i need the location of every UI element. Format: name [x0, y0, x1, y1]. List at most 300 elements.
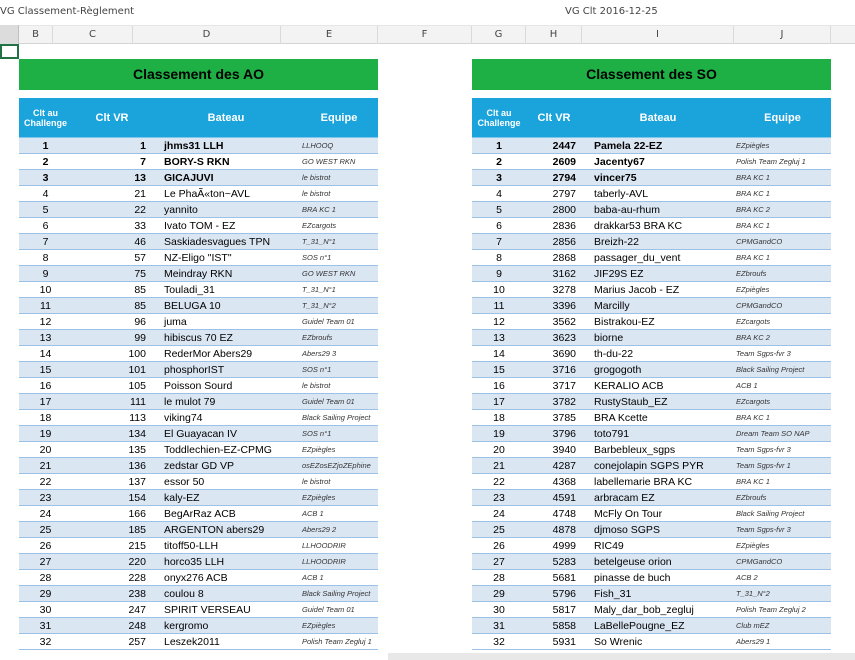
- rank-cell[interactable]: 29: [493, 587, 505, 600]
- table-row[interactable]: [472, 362, 831, 378]
- table-row[interactable]: [19, 394, 378, 410]
- vr-cell[interactable]: 2797: [552, 187, 576, 200]
- vr-cell[interactable]: 5817: [552, 603, 576, 616]
- table-row[interactable]: [19, 330, 378, 346]
- table-row[interactable]: [19, 170, 378, 186]
- rank-cell[interactable]: 6: [496, 219, 502, 232]
- vr-cell[interactable]: 2609: [552, 155, 576, 168]
- boat-cell[interactable]: KERALIO ACB: [594, 379, 664, 392]
- rank-cell[interactable]: 28: [39, 571, 52, 584]
- team-cell[interactable]: EZbroufs: [736, 493, 767, 502]
- team-cell[interactable]: BRA KC 1: [736, 413, 770, 422]
- table-row[interactable]: [19, 554, 378, 570]
- column-header-i[interactable]: I: [582, 26, 734, 44]
- boat-cell[interactable]: grogogoth: [594, 363, 642, 376]
- rank-cell[interactable]: 18: [493, 411, 505, 424]
- vr-cell[interactable]: 2836: [552, 219, 576, 232]
- table-row[interactable]: [472, 202, 831, 218]
- boat-cell[interactable]: titoff50-LLH: [164, 539, 219, 552]
- rank-cell[interactable]: 3: [42, 171, 49, 184]
- rank-cell[interactable]: 32: [39, 635, 52, 648]
- boat-cell[interactable]: Leszek2011: [164, 635, 220, 648]
- rank-cell[interactable]: 11: [493, 299, 505, 312]
- vr-cell[interactable]: 257: [128, 635, 146, 648]
- table-row[interactable]: [19, 474, 378, 490]
- rank-cell[interactable]: 1: [42, 139, 49, 152]
- boat-cell[interactable]: toto791: [594, 427, 630, 440]
- vr-cell[interactable]: 5681: [552, 571, 576, 584]
- team-cell[interactable]: Black Sailing Project: [302, 589, 371, 598]
- team-cell[interactable]: Abers29 1: [736, 637, 771, 646]
- rank-cell[interactable]: 3: [496, 171, 502, 184]
- select-all-corner[interactable]: [0, 25, 19, 44]
- vr-cell[interactable]: 3782: [552, 395, 576, 408]
- vr-cell[interactable]: 3162: [552, 267, 576, 280]
- boat-cell[interactable]: onyx276 ACB: [164, 571, 228, 584]
- team-cell[interactable]: Black Sailing Project: [736, 509, 805, 518]
- rank-cell[interactable]: 22: [39, 475, 52, 488]
- rank-cell[interactable]: 8: [496, 251, 502, 264]
- rank-cell[interactable]: 13: [493, 331, 505, 344]
- boat-cell[interactable]: hibiscus 70 EZ: [164, 331, 233, 344]
- team-cell[interactable]: le bistrot: [302, 173, 331, 182]
- vr-cell[interactable]: 3785: [552, 411, 576, 424]
- rank-cell[interactable]: 29: [39, 587, 52, 600]
- rank-cell[interactable]: 28: [493, 571, 505, 584]
- team-cell[interactable]: BRA KC 1: [736, 221, 770, 230]
- boat-cell[interactable]: NZ-Eligo "IST": [164, 251, 232, 264]
- team-cell[interactable]: Polish Team Zegluj 2: [736, 605, 806, 614]
- vr-cell[interactable]: 33: [134, 219, 146, 232]
- vr-cell[interactable]: 166: [128, 507, 146, 520]
- rank-cell[interactable]: 1: [496, 139, 502, 152]
- rank-cell[interactable]: 15: [39, 363, 52, 376]
- table-row[interactable]: [19, 218, 378, 234]
- rank-cell[interactable]: 23: [493, 491, 505, 504]
- team-cell[interactable]: BRA KC 2: [736, 333, 770, 342]
- vr-cell[interactable]: 96: [134, 315, 146, 328]
- team-cell[interactable]: T_31_N°1: [302, 237, 336, 246]
- rank-cell[interactable]: 25: [39, 523, 52, 536]
- table-row[interactable]: [19, 602, 378, 618]
- team-cell[interactable]: BRA KC 1: [736, 189, 770, 198]
- table-row[interactable]: [472, 186, 831, 202]
- table-row[interactable]: [19, 266, 378, 282]
- team-cell[interactable]: BRA KC 1: [736, 173, 770, 182]
- team-cell[interactable]: Guidel Team 01: [302, 397, 355, 406]
- team-cell[interactable]: CPMGandCO: [736, 557, 783, 566]
- table-row[interactable]: [472, 506, 831, 522]
- team-cell[interactable]: EZbroufs: [736, 269, 767, 278]
- table-row[interactable]: [19, 586, 378, 602]
- vr-cell[interactable]: 4748: [552, 507, 576, 520]
- boat-cell[interactable]: th-du-22: [594, 347, 634, 360]
- rank-cell[interactable]: 16: [493, 379, 505, 392]
- boat-cell[interactable]: kergromo: [164, 619, 209, 632]
- rank-cell[interactable]: 7: [496, 235, 502, 248]
- column-header-f[interactable]: F: [378, 26, 472, 44]
- vr-cell[interactable]: 3940: [552, 443, 576, 456]
- team-cell[interactable]: Team Sgps-fvr 3: [736, 525, 791, 534]
- boat-cell[interactable]: Poisson Sourd: [164, 379, 233, 392]
- boat-cell[interactable]: Pamela 22-EZ: [594, 139, 663, 152]
- team-cell[interactable]: Team Sgps-fvr 3: [736, 349, 791, 358]
- team-cell[interactable]: BRA KC 1: [302, 205, 336, 214]
- team-cell[interactable]: CPMGandCO: [736, 301, 783, 310]
- rank-cell[interactable]: 17: [493, 395, 505, 408]
- table-row[interactable]: [472, 602, 831, 618]
- rank-cell[interactable]: 5: [496, 203, 502, 216]
- vr-cell[interactable]: 3796: [552, 427, 576, 440]
- team-cell[interactable]: Team Sgps-fvr 1: [736, 461, 791, 470]
- boat-cell[interactable]: Toddlechien-EZ-CPMG: [164, 443, 272, 456]
- boat-cell[interactable]: So Wrenic: [594, 635, 643, 648]
- boat-cell[interactable]: kaly-EZ: [164, 491, 200, 504]
- team-cell[interactable]: SOS n°1: [302, 253, 332, 262]
- table-row[interactable]: [472, 538, 831, 554]
- vr-cell[interactable]: 2794: [552, 171, 576, 184]
- table-row[interactable]: [472, 138, 831, 154]
- rank-cell[interactable]: 31: [493, 619, 505, 632]
- table-row[interactable]: [472, 618, 831, 634]
- boat-cell[interactable]: conejolapin SGPS PYR: [594, 459, 704, 472]
- active-cell[interactable]: [0, 44, 19, 59]
- vr-cell[interactable]: 4999: [552, 539, 576, 552]
- team-cell[interactable]: Abers29 2: [302, 525, 337, 534]
- vr-cell[interactable]: 22: [134, 203, 146, 216]
- boat-cell[interactable]: djmoso SGPS: [594, 523, 660, 536]
- team-cell[interactable]: SOS n°1: [302, 365, 332, 374]
- vr-cell[interactable]: 2447: [552, 139, 576, 152]
- vr-cell[interactable]: 2868: [552, 251, 576, 264]
- table-row[interactable]: [19, 426, 378, 442]
- column-header-b[interactable]: B: [19, 26, 53, 44]
- vr-cell[interactable]: 3562: [552, 315, 576, 328]
- team-cell[interactable]: le bistrot: [302, 477, 331, 486]
- boat-cell[interactable]: Jacenty67: [594, 155, 645, 168]
- rank-cell[interactable]: 17: [39, 395, 52, 408]
- team-cell[interactable]: GO WEST RKN: [302, 269, 356, 278]
- table-row[interactable]: [19, 458, 378, 474]
- boat-cell[interactable]: horco35 LLH: [164, 555, 225, 568]
- rank-cell[interactable]: 27: [39, 555, 52, 568]
- table-row[interactable]: [472, 298, 831, 314]
- team-cell[interactable]: BRA KC 2: [736, 205, 770, 214]
- boat-cell[interactable]: juma: [164, 315, 187, 328]
- rank-cell[interactable]: 12: [39, 315, 52, 328]
- table-row[interactable]: [472, 554, 831, 570]
- boat-cell[interactable]: GICAJUVI: [164, 171, 214, 184]
- column-header-d[interactable]: D: [133, 26, 281, 44]
- team-cell[interactable]: LLHOOQ: [302, 141, 334, 150]
- team-cell[interactable]: Abers29 3: [302, 349, 337, 358]
- boat-cell[interactable]: Bistrakou-EZ: [594, 315, 655, 328]
- boat-cell[interactable]: BELUGA 10: [164, 299, 221, 312]
- table-row[interactable]: [472, 426, 831, 442]
- vr-cell[interactable]: 105: [128, 379, 146, 392]
- boat-cell[interactable]: McFly On Tour: [594, 507, 663, 520]
- boat-cell[interactable]: BORY-S RKN: [164, 155, 230, 168]
- boat-cell[interactable]: vincer75: [594, 171, 637, 184]
- boat-cell[interactable]: zedstar GD VP: [164, 459, 235, 472]
- table-row[interactable]: [19, 410, 378, 426]
- vr-cell[interactable]: 5796: [552, 587, 576, 600]
- boat-cell[interactable]: Ivato TOM - EZ: [164, 219, 236, 232]
- table-row[interactable]: [472, 634, 831, 650]
- rank-cell[interactable]: 6: [42, 219, 49, 232]
- table-row[interactable]: [472, 282, 831, 298]
- table-row[interactable]: [19, 522, 378, 538]
- boat-cell[interactable]: Le PhaÃ«ton~AVL: [164, 187, 250, 200]
- boat-cell[interactable]: le mulot 79: [164, 395, 216, 408]
- vr-cell[interactable]: 220: [128, 555, 146, 568]
- vr-cell[interactable]: 75: [134, 267, 146, 280]
- team-cell[interactable]: EZcargots: [736, 317, 771, 326]
- vr-cell[interactable]: 4591: [552, 491, 576, 504]
- boat-cell[interactable]: essor 50: [164, 475, 205, 488]
- rank-cell[interactable]: 31: [39, 619, 52, 632]
- boat-cell[interactable]: Marcilly: [594, 299, 630, 312]
- table-row[interactable]: [472, 330, 831, 346]
- table-row[interactable]: [472, 218, 831, 234]
- table-row[interactable]: [472, 474, 831, 490]
- team-cell[interactable]: EZpiègles: [736, 141, 770, 150]
- vr-cell[interactable]: 57: [134, 251, 146, 264]
- vr-cell[interactable]: 228: [128, 571, 146, 584]
- boat-cell[interactable]: Saskiadesvagues TPN: [164, 235, 271, 248]
- rank-cell[interactable]: 9: [42, 267, 49, 280]
- table-row[interactable]: [19, 362, 378, 378]
- boat-cell[interactable]: Breizh-22: [594, 235, 639, 248]
- boat-cell[interactable]: drakkar53 BRA KC: [594, 219, 683, 232]
- table-row[interactable]: [472, 410, 831, 426]
- table-row[interactable]: [19, 202, 378, 218]
- rank-cell[interactable]: 10: [39, 283, 52, 296]
- team-cell[interactable]: Black Sailing Project: [302, 413, 371, 422]
- vr-cell[interactable]: 136: [128, 459, 146, 472]
- table-row[interactable]: [19, 442, 378, 458]
- rank-cell[interactable]: 26: [39, 539, 52, 552]
- rank-cell[interactable]: 19: [493, 427, 505, 440]
- team-cell[interactable]: Guidel Team 01: [302, 317, 355, 326]
- boat-cell[interactable]: baba-au-rhum: [594, 203, 660, 216]
- rank-cell[interactable]: 16: [39, 379, 52, 392]
- rank-cell[interactable]: 18: [39, 411, 52, 424]
- rank-cell[interactable]: 12: [493, 315, 505, 328]
- vr-cell[interactable]: 215: [128, 539, 146, 552]
- rank-cell[interactable]: 5: [42, 203, 49, 216]
- vr-cell[interactable]: 238: [128, 587, 146, 600]
- table-row[interactable]: [19, 234, 378, 250]
- table-row[interactable]: [472, 250, 831, 266]
- vr-cell[interactable]: 3716: [552, 363, 576, 376]
- vr-cell[interactable]: 185: [128, 523, 146, 536]
- rank-cell[interactable]: 24: [39, 507, 52, 520]
- team-cell[interactable]: ACB 2: [736, 573, 758, 582]
- vr-cell[interactable]: 101: [128, 363, 146, 376]
- boat-cell[interactable]: El Guayacan IV: [164, 427, 237, 440]
- vr-cell[interactable]: 3717: [552, 379, 576, 392]
- team-cell[interactable]: le bistrot: [302, 189, 331, 198]
- table-row[interactable]: [472, 570, 831, 586]
- vr-cell[interactable]: 1: [140, 139, 146, 152]
- rank-cell[interactable]: 10: [493, 283, 505, 296]
- team-cell[interactable]: Polish Team Zegluj 1: [302, 637, 372, 646]
- rank-cell[interactable]: 19: [39, 427, 52, 440]
- column-header-h[interactable]: H: [526, 26, 582, 44]
- table-row[interactable]: [472, 170, 831, 186]
- boat-cell[interactable]: coulou 8: [164, 587, 204, 600]
- team-cell[interactable]: BRA KC 1: [736, 477, 770, 486]
- vr-cell[interactable]: 3690: [552, 347, 576, 360]
- rank-cell[interactable]: 30: [39, 603, 52, 616]
- team-cell[interactable]: LLHOODRIR: [302, 541, 346, 550]
- team-cell[interactable]: T_31_N°2: [302, 301, 336, 310]
- rank-cell[interactable]: 21: [493, 459, 505, 472]
- team-cell[interactable]: osEZosEZjoZEphine: [302, 461, 371, 470]
- table-row[interactable]: [472, 154, 831, 170]
- team-cell[interactable]: le bistrot: [302, 381, 331, 390]
- team-cell[interactable]: EZcargots: [736, 397, 771, 406]
- vr-cell[interactable]: 85: [134, 283, 146, 296]
- table-row[interactable]: [472, 346, 831, 362]
- table-row[interactable]: [19, 378, 378, 394]
- boat-cell[interactable]: RederMor Abers29: [164, 347, 253, 360]
- table-row[interactable]: [472, 442, 831, 458]
- team-cell[interactable]: EZpiègles: [736, 541, 770, 550]
- boat-cell[interactable]: LaBellePougne_EZ: [594, 619, 685, 632]
- table-row[interactable]: [472, 586, 831, 602]
- team-cell[interactable]: EZcargots: [302, 221, 337, 230]
- team-cell[interactable]: EZpiègles: [302, 493, 336, 502]
- boat-cell[interactable]: Maly_dar_bob_zegluj: [594, 603, 694, 616]
- rank-cell[interactable]: 30: [493, 603, 505, 616]
- vr-cell[interactable]: 2800: [552, 203, 576, 216]
- vr-cell[interactable]: 100: [128, 347, 146, 360]
- table-row[interactable]: [19, 314, 378, 330]
- boat-cell[interactable]: pinasse de buch: [594, 571, 671, 584]
- table-row[interactable]: [19, 138, 378, 154]
- vr-cell[interactable]: 4878: [552, 523, 576, 536]
- boat-cell[interactable]: yannito: [164, 203, 198, 216]
- rank-cell[interactable]: 14: [39, 347, 52, 360]
- table-row[interactable]: [19, 298, 378, 314]
- team-cell[interactable]: EZpiègles: [302, 621, 336, 630]
- rank-cell[interactable]: 23: [39, 491, 52, 504]
- vr-cell[interactable]: 13: [134, 171, 146, 184]
- table-row[interactable]: [472, 378, 831, 394]
- vr-cell[interactable]: 134: [128, 427, 146, 440]
- rank-cell[interactable]: 22: [493, 475, 505, 488]
- vr-cell[interactable]: 137: [128, 475, 146, 488]
- rank-cell[interactable]: 24: [493, 507, 505, 520]
- boat-cell[interactable]: BRA Kcette: [594, 411, 648, 424]
- table-row[interactable]: [19, 282, 378, 298]
- boat-cell[interactable]: betelgeuse orion: [594, 555, 672, 568]
- boat-cell[interactable]: RustyStaub_EZ: [594, 395, 668, 408]
- vr-cell[interactable]: 4368: [552, 475, 576, 488]
- table-row[interactable]: [472, 314, 831, 330]
- boat-cell[interactable]: taberly-AVL: [594, 187, 649, 200]
- rank-cell[interactable]: 4: [496, 187, 502, 200]
- rank-cell[interactable]: 9: [496, 267, 502, 280]
- table-row[interactable]: [472, 522, 831, 538]
- table-row[interactable]: [472, 490, 831, 506]
- rank-cell[interactable]: 25: [493, 523, 505, 536]
- vr-cell[interactable]: 135: [128, 443, 146, 456]
- rank-cell[interactable]: 27: [493, 555, 505, 568]
- table-row[interactable]: [19, 154, 378, 170]
- rank-cell[interactable]: 20: [39, 443, 52, 456]
- boat-cell[interactable]: Fish_31: [594, 587, 632, 600]
- team-cell[interactable]: EZpiègles: [302, 445, 336, 454]
- rank-cell[interactable]: 13: [39, 331, 52, 344]
- table-row[interactable]: [19, 250, 378, 266]
- vr-cell[interactable]: 247: [128, 603, 146, 616]
- team-cell[interactable]: Dream Team SO NAP: [736, 429, 810, 438]
- boat-cell[interactable]: JIF29S EZ: [594, 267, 644, 280]
- rank-cell[interactable]: 4: [42, 187, 49, 200]
- vr-cell[interactable]: 248: [128, 619, 146, 632]
- vr-cell[interactable]: 46: [134, 235, 146, 248]
- team-cell[interactable]: EZbroufs: [302, 333, 333, 342]
- team-cell[interactable]: ACB 1: [302, 573, 324, 582]
- table-row[interactable]: [19, 618, 378, 634]
- vr-cell[interactable]: 5858: [552, 619, 576, 632]
- rank-cell[interactable]: 20: [493, 443, 505, 456]
- team-cell[interactable]: Guidel Team 01: [302, 605, 355, 614]
- table-row[interactable]: [472, 266, 831, 282]
- table-row[interactable]: [19, 570, 378, 586]
- vr-cell[interactable]: 113: [129, 411, 146, 424]
- boat-cell[interactable]: labellemarie BRA KC: [594, 475, 693, 488]
- boat-cell[interactable]: ARGENTON abers29: [164, 523, 265, 536]
- vr-cell[interactable]: 21: [134, 187, 146, 200]
- rank-cell[interactable]: 7: [42, 235, 49, 248]
- column-header-j[interactable]: J: [734, 26, 831, 44]
- table-row[interactable]: [472, 234, 831, 250]
- vr-cell[interactable]: 154: [128, 491, 146, 504]
- boat-cell[interactable]: arbracam EZ: [594, 491, 655, 504]
- column-header-e[interactable]: E: [281, 26, 378, 44]
- table-row[interactable]: [19, 490, 378, 506]
- vr-cell[interactable]: 2856: [552, 235, 576, 248]
- rank-cell[interactable]: 8: [42, 251, 49, 264]
- vr-cell[interactable]: 3278: [552, 283, 576, 296]
- rank-cell[interactable]: 2: [496, 155, 502, 168]
- team-cell[interactable]: T_31_N°2: [736, 589, 770, 598]
- team-cell[interactable]: Team Sgps-fvr 3: [736, 445, 791, 454]
- boat-cell[interactable]: passager_du_vent: [594, 251, 681, 264]
- boat-cell[interactable]: SPIRIT VERSEAU: [164, 603, 251, 616]
- boat-cell[interactable]: phosphorIST: [164, 363, 225, 376]
- boat-cell[interactable]: Marius Jacob - EZ: [594, 283, 680, 296]
- table-row[interactable]: [472, 458, 831, 474]
- team-cell[interactable]: LLHOODRIR: [302, 557, 346, 566]
- boat-cell[interactable]: jhms31 LLH: [164, 139, 224, 152]
- rank-cell[interactable]: 32: [493, 635, 505, 648]
- boat-cell[interactable]: biorne: [594, 331, 624, 344]
- rank-cell[interactable]: 11: [40, 299, 51, 312]
- column-header-c[interactable]: C: [53, 26, 133, 44]
- rank-cell[interactable]: 14: [493, 347, 505, 360]
- team-cell[interactable]: ACB 1: [302, 509, 324, 518]
- team-cell[interactable]: T_31_N°1: [302, 285, 336, 294]
- team-cell[interactable]: BRA KC 1: [736, 253, 770, 262]
- team-cell[interactable]: ACB 1: [736, 381, 758, 390]
- boat-cell[interactable]: RIC49: [594, 539, 624, 552]
- team-cell[interactable]: EZpiègles: [736, 285, 770, 294]
